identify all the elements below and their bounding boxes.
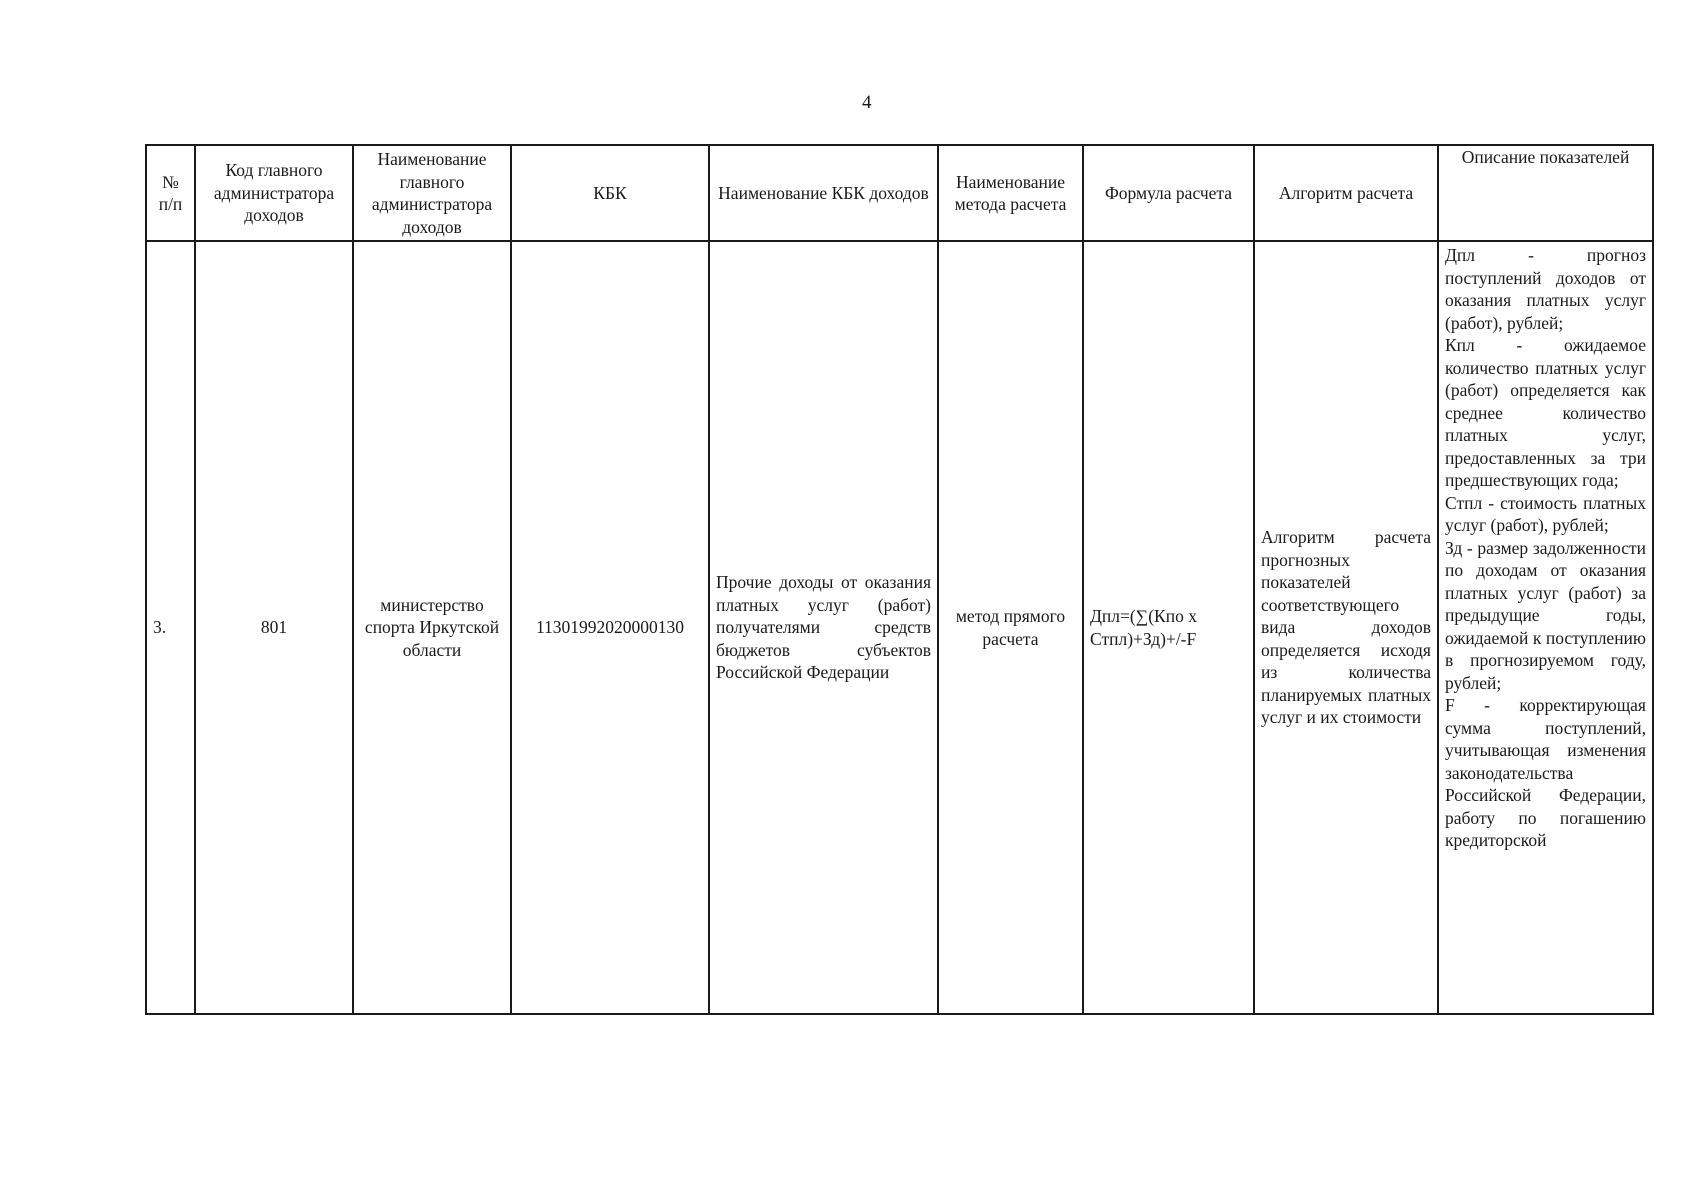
revenue-forecast-table (145, 144, 1654, 1015)
header-algorithm: Алгоритм расчета (1254, 145, 1438, 241)
description-dpl: Дпл - прогноз поступлений доходов от оказания платных услуг (работ), рублей; (1445, 245, 1646, 333)
cell-algorithm: Алгоритм расчета прогнозных показателей соответствующего вида доходов определяется исходя из количества планируемых платных услуг и их стоимости (1254, 241, 1438, 1014)
header-method-name: Наименование метода расчета (938, 145, 1083, 241)
header-num: № п/п (146, 145, 195, 241)
table-header-row (146, 145, 1653, 241)
header-description: Описание показателей (1438, 145, 1653, 241)
page-number: 4 (862, 92, 872, 113)
header-kbk: КБК (511, 145, 709, 241)
cell-formula: Дпл=(∑(Кпо х Стпл)+Зд)+/-F (1083, 241, 1254, 1014)
header-admin-code: Код главного администратора доходов (195, 145, 353, 241)
description-stpl: Стпл - стоимость платных услуг (работ), рублей; (1445, 492, 1646, 535)
header-kbk-name: Наименование КБК доходов (709, 145, 938, 241)
header-admin-name: Наименование главного администратора доходов (353, 145, 511, 241)
description-zd: Зд - размер задолженности по доходам от оказания платных услуг (работ) за предыдущие годы, ожидаемой к поступлению в прогнозируемом году, рублей; (1445, 537, 1646, 693)
cell-method-name: метод прямого расчета (938, 241, 1083, 1014)
header-formula: Формула расчета (1083, 145, 1254, 241)
description-f: F - корректирующая сумма поступлений, учитывающая изменения законодательства Российской Федерации, работу по погашению кредиторской (1445, 695, 1646, 850)
cell-admin-code: 801 (195, 241, 353, 1014)
cell-admin-name: министерство спорта Иркутской области (353, 241, 511, 1014)
cell-kbk: 11301992020000130 (511, 241, 709, 1014)
cell-num: 3. (146, 241, 195, 1014)
cell-kbk-name: Прочие доходы от оказания платных услуг (работ) получателями средств бюджетов субъектов Российской Федерации (709, 241, 938, 1014)
table-row (146, 241, 1653, 1014)
description-kpl: Кпл - ожидаемое количество платных услуг (работ) определяется как среднее количество платных услуг, предоставленных за три предшествующих года; (1445, 335, 1646, 490)
cell-description (1438, 241, 1653, 1014)
